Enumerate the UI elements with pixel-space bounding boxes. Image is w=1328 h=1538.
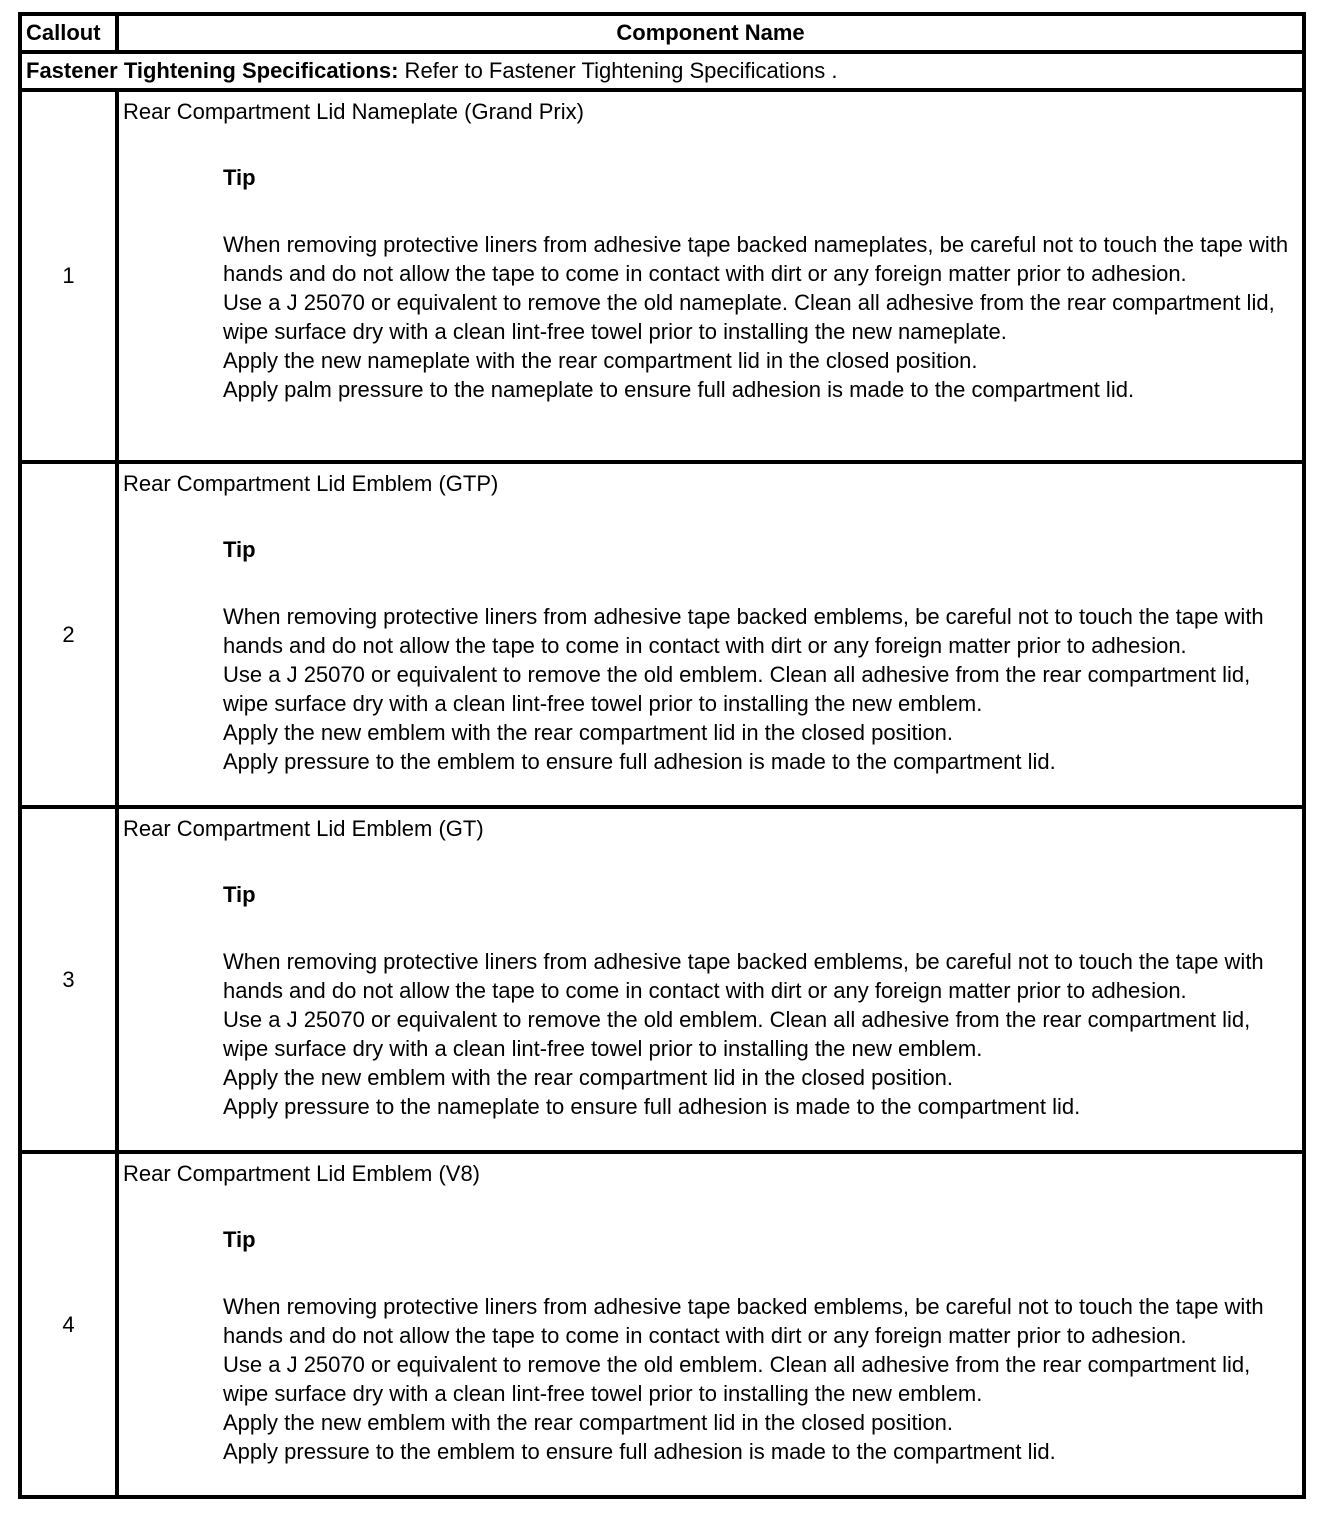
tip-title: Tip — [223, 882, 256, 907]
component-cell — [117, 90, 1304, 462]
tip-title: Tip — [223, 1227, 256, 1252]
tip-line: Apply pressure to the emblem to ensure full adhesion is made to the compartment lid. — [223, 749, 1056, 774]
fastener-spec-row — [20, 52, 1304, 90]
table-header-row — [20, 14, 1304, 52]
tip-body — [223, 230, 1298, 404]
tip-title: Tip — [223, 537, 256, 562]
tip-body — [223, 602, 1298, 776]
component-name: Rear Compartment Lid Emblem (V8) — [123, 1161, 481, 1186]
component-name: Rear Compartment Lid Emblem (GTP) — [123, 471, 499, 496]
tip-line: When removing protective liners from adhesive tape backed emblems, be careful not to touch the tape with hands and do not allow the tape to come in contact with dirt or any foreign matter prior to adhesion. — [223, 949, 1264, 1003]
component-cell — [117, 807, 1304, 1152]
fastener-spec-label: Fastener Tightening Specifications: — [26, 58, 399, 83]
table-row — [20, 462, 1304, 807]
fastener-spec-cell — [20, 52, 1304, 90]
component-name: Rear Compartment Lid Nameplate (Grand Prix) — [123, 99, 584, 124]
tip-line: When removing protective liners from adhesive tape backed emblems, be careful not to touch the tape with hands and do not allow the tape to come in contact with dirt or any foreign matter prior to adhesion. — [223, 1294, 1264, 1348]
tip-line: When removing protective liners from adhesive tape backed emblems, be careful not to touch the tape with hands and do not allow the tape to come in contact with dirt or any foreign matter prior to adhesion. — [223, 604, 1264, 658]
tip-line: Apply pressure to the emblem to ensure full adhesion is made to the compartment lid. — [223, 1439, 1056, 1464]
tip-line: Use a J 25070 or equivalent to remove the old nameplate. Clean all adhesive from the rear compartment lid, wipe surface dry with a clean lint-free towel prior to installing the new nameplate. — [223, 290, 1275, 344]
component-cell — [117, 1152, 1304, 1497]
tip-line: Use a J 25070 or equivalent to remove the old emblem. Clean all adhesive from the rear compartment lid, wipe surface dry with a clean lint-free towel prior to installing the new emblem. — [223, 1352, 1251, 1406]
component-table — [18, 12, 1306, 1499]
table-row — [20, 90, 1304, 462]
fastener-spec-text: Refer to Fastener Tightening Specifications . — [398, 58, 838, 83]
tip-line: Apply the new emblem with the rear compartment lid in the closed position. — [223, 1410, 954, 1435]
tip-body — [223, 1292, 1298, 1466]
tip-line: Apply palm pressure to the nameplate to ensure full adhesion is made to the compartment lid. — [223, 377, 1135, 402]
table-row — [20, 1152, 1304, 1497]
callout-number: 3 — [20, 807, 117, 1152]
component-name: Rear Compartment Lid Emblem (GT) — [123, 816, 484, 841]
callout-number: 2 — [20, 462, 117, 807]
tip-body — [223, 947, 1298, 1121]
tip-line: Use a J 25070 or equivalent to remove the old emblem. Clean all adhesive from the rear compartment lid, wipe surface dry with a clean lint-free towel prior to installing the new emblem. — [223, 662, 1251, 716]
tip-line: When removing protective liners from adhesive tape backed nameplates, be careful not to touch the tape with hands and do not allow the tape to come in contact with dirt or any foreign matter prior to adhesion. — [223, 232, 1289, 286]
tip-line: Use a J 25070 or equivalent to remove the old emblem. Clean all adhesive from the rear compartment lid, wipe surface dry with a clean lint-free towel prior to installing the new emblem. — [223, 1007, 1251, 1061]
tip-line: Apply the new emblem with the rear compartment lid in the closed position. — [223, 720, 954, 745]
tip-title: Tip — [223, 165, 256, 190]
tip-line: Apply the new nameplate with the rear compartment lid in the closed position. — [223, 348, 978, 373]
tip-line: Apply pressure to the nameplate to ensure full adhesion is made to the compartment lid. — [223, 1094, 1081, 1119]
table-row — [20, 807, 1304, 1152]
component-name-header: Component Name — [117, 14, 1304, 52]
component-cell — [117, 462, 1304, 807]
callout-header: Callout — [20, 14, 117, 52]
callout-number: 4 — [20, 1152, 117, 1497]
callout-number: 1 — [20, 90, 117, 462]
tip-line: Apply the new emblem with the rear compartment lid in the closed position. — [223, 1065, 954, 1090]
